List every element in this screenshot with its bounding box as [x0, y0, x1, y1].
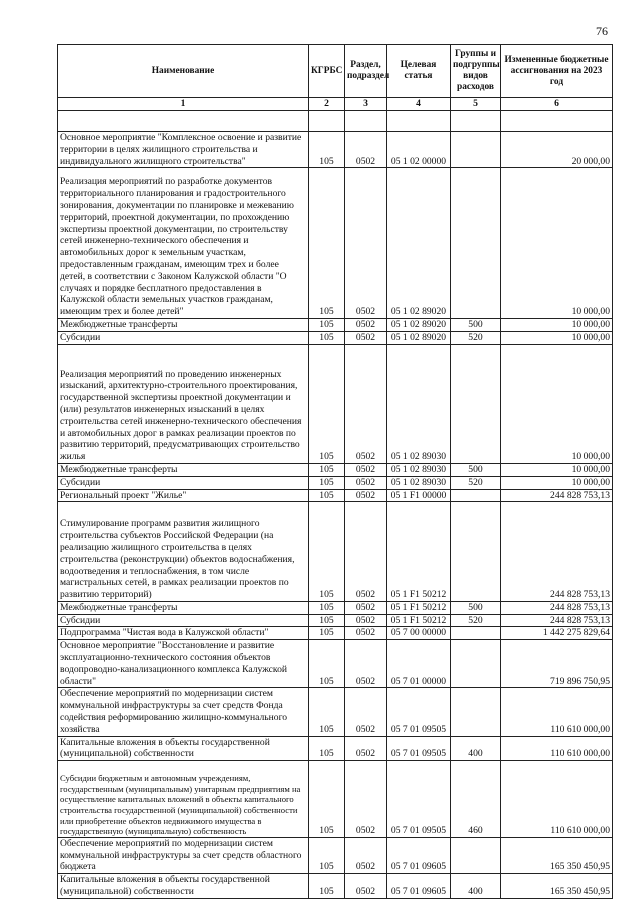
row-group-cell [451, 111, 501, 132]
row-target-cell: 05 1 02 00000 [387, 132, 451, 168]
row-group-cell: 520 [451, 331, 501, 344]
row-amount-cell: 244 828 753,13 [501, 601, 613, 614]
row-target-cell: 05 1 02 89030 [387, 476, 451, 489]
row-amount-cell: 10 000,00 [501, 318, 613, 331]
row-name-cell: Межбюджетные трансферты [58, 318, 309, 331]
row-amount-cell: 10 000,00 [501, 331, 613, 344]
table-row [58, 627, 613, 640]
row-amount-cell: 244 828 753,13 [501, 489, 613, 502]
row-group-cell [451, 640, 501, 688]
row-group-cell [451, 627, 501, 640]
page-number: 76 [596, 24, 608, 38]
row-group-cell: 400 [451, 874, 501, 899]
row-section-cell: 0502 [345, 318, 387, 331]
row-amount-cell: 10 000,00 [501, 168, 613, 319]
row-target-cell: 05 7 01 09505 [387, 688, 451, 736]
table-row [58, 318, 613, 331]
row-kgrbs-cell: 105 [309, 476, 345, 489]
row-kgrbs-cell: 105 [309, 344, 345, 463]
column-number: 4 [387, 98, 451, 111]
row-kgrbs-cell: 105 [309, 601, 345, 614]
header-name: Наименование [58, 45, 309, 98]
column-numbers-row [58, 98, 613, 111]
budget-table [57, 44, 613, 899]
row-group-cell [451, 168, 501, 319]
table-row [58, 331, 613, 344]
row-target-cell: 05 1 F1 00000 [387, 489, 451, 502]
header-amount: Измененные бюджетные ассигнования на 2023 год [501, 45, 613, 98]
row-name-cell: Основное мероприятие "Комплексное освоение и развитие территории в целях жилищного строительства и индивидуального жилищного строительства" [58, 132, 309, 168]
header-section: Раздел, подраздел [345, 45, 387, 98]
row-target-cell: 05 1 02 89020 [387, 331, 451, 344]
row-group-cell [451, 502, 501, 602]
row-kgrbs-cell: 105 [309, 614, 345, 627]
row-kgrbs-cell: 105 [309, 331, 345, 344]
row-amount-cell: 244 828 753,13 [501, 614, 613, 627]
row-group-cell: 500 [451, 463, 501, 476]
table-row [58, 601, 613, 614]
row-kgrbs-cell: 105 [309, 640, 345, 688]
table-row [58, 736, 613, 761]
row-target-cell: 05 7 01 09605 [387, 874, 451, 899]
row-kgrbs-cell: 105 [309, 502, 345, 602]
row-name-cell: Региональный проект "Жилье" [58, 489, 309, 502]
row-name-cell: Субсидии [58, 476, 309, 489]
row-amount-cell: 719 896 750,95 [501, 640, 613, 688]
table-row [58, 761, 613, 838]
row-target-cell: 05 7 00 00000 [387, 627, 451, 640]
row-target-cell: 05 7 01 00000 [387, 640, 451, 688]
row-target-cell: 05 7 01 09505 [387, 736, 451, 761]
row-section-cell: 0502 [345, 627, 387, 640]
row-kgrbs-cell: 105 [309, 874, 345, 899]
row-name-cell: Межбюджетные трансферты [58, 463, 309, 476]
row-section-cell: 0502 [345, 614, 387, 627]
row-amount-cell: 110 610 000,00 [501, 736, 613, 761]
row-section-cell: 0502 [345, 344, 387, 463]
row-section-cell: 0502 [345, 463, 387, 476]
row-name-cell [58, 111, 309, 132]
table-row [58, 874, 613, 899]
row-amount-cell: 10 000,00 [501, 463, 613, 476]
row-name-cell: Межбюджетные трансферты [58, 601, 309, 614]
row-section-cell [345, 111, 387, 132]
row-group-cell: 460 [451, 761, 501, 838]
row-section-cell: 0502 [345, 761, 387, 838]
column-number: 2 [309, 98, 345, 111]
row-target-cell: 05 7 01 09605 [387, 837, 451, 873]
table-row [58, 168, 613, 319]
row-name-cell: Субсидии [58, 614, 309, 627]
row-section-cell: 0502 [345, 640, 387, 688]
row-target-cell: 05 1 F1 50212 [387, 614, 451, 627]
row-section-cell: 0502 [345, 736, 387, 761]
column-number: 5 [451, 98, 501, 111]
column-number: 6 [501, 98, 613, 111]
table-row [58, 688, 613, 736]
row-amount-cell: 1 442 275 829,64 [501, 627, 613, 640]
row-section-cell: 0502 [345, 688, 387, 736]
row-kgrbs-cell: 105 [309, 463, 345, 476]
table-row [58, 489, 613, 502]
row-amount-cell: 110 610 000,00 [501, 761, 613, 838]
row-kgrbs-cell: 105 [309, 168, 345, 319]
row-target-cell [387, 111, 451, 132]
row-group-cell: 520 [451, 614, 501, 627]
row-name-cell: Обеспечение мероприятий по модернизации систем коммунальной инфраструктуры за счет средств областного бюджета [58, 837, 309, 873]
header-row [58, 45, 613, 98]
row-group-cell [451, 837, 501, 873]
row-target-cell: 05 1 02 89020 [387, 168, 451, 319]
table-row [58, 463, 613, 476]
row-kgrbs-cell: 105 [309, 837, 345, 873]
table-row [58, 111, 613, 132]
row-section-cell: 0502 [345, 489, 387, 502]
row-section-cell: 0502 [345, 168, 387, 319]
row-target-cell: 05 1 02 89030 [387, 344, 451, 463]
row-group-cell [451, 489, 501, 502]
row-section-cell: 0502 [345, 874, 387, 899]
table-row [58, 132, 613, 168]
row-kgrbs-cell: 105 [309, 736, 345, 761]
row-name-cell: Стимулирование программ развития жилищного строительства субъектов Российской Федерации (на реализацию жилищного строительства в целях строительства (реконструкции) объектов водоснабжения, водоотведения и теплоснабжения, в том числе магистральных сетей, в рамках реализации проектов по развитию территорий) [58, 502, 309, 602]
table-row [58, 614, 613, 627]
row-amount-cell [501, 111, 613, 132]
row-kgrbs-cell: 105 [309, 489, 345, 502]
row-name-cell: Капитальные вложения в объекты государственной (муниципальной) собственности [58, 736, 309, 761]
row-target-cell: 05 1 02 89030 [387, 463, 451, 476]
row-name-cell: Реализация мероприятий по проведению инженерных изысканий, архитектурно-строительного проектирования, государственной экспертизы проектной документации и (или) результатов инженерных изысканий в целях строительства сетей инженерно-технического обеспечения и автомобильных дорог в рамках реализации проектов по развитию территорий, предусматривающих строительство жилья [58, 344, 309, 463]
header-target: Целевая статья [387, 45, 451, 98]
row-kgrbs-cell: 105 [309, 761, 345, 838]
row-name-cell: Капитальные вложения в объекты государственной (муниципальной) собственности [58, 874, 309, 899]
row-section-cell: 0502 [345, 601, 387, 614]
row-group-cell [451, 344, 501, 463]
table-row [58, 837, 613, 873]
table-row [58, 476, 613, 489]
row-target-cell: 05 1 F1 50212 [387, 502, 451, 602]
row-target-cell: 05 7 01 09505 [387, 761, 451, 838]
row-amount-cell: 20 000,00 [501, 132, 613, 168]
table-row [58, 344, 613, 463]
header-groups: Группы и подгруппы видов расходов [451, 45, 501, 98]
row-kgrbs-cell: 105 [309, 688, 345, 736]
row-amount-cell: 165 350 450,95 [501, 837, 613, 873]
table-row [58, 502, 613, 602]
row-group-cell [451, 688, 501, 736]
row-section-cell: 0502 [345, 476, 387, 489]
row-kgrbs-cell [309, 111, 345, 132]
table-row [58, 640, 613, 688]
row-name-cell: Основное мероприятие "Восстановление и развитие эксплуатационно-технического состояния объектов водопроводно-канализационного комплекса Калужской области" [58, 640, 309, 688]
row-name-cell: Реализация мероприятий по разработке документов территориального планирования и градостроительного зонирования, документации по планировке и межеванию территорий, проектной документации, по прохождению экспертизы проектной документации, по строительству сетей инженерно-технического обеспечения и автомобильных дорог к земельным участкам, предоставленным гражданам, имеющим трех и более детей, в соответствии с Законом Калужской области "О случаях и порядке бесплатного предоставления в Калужской области земельных участков гражданам, имеющим трех и более детей" [58, 168, 309, 319]
row-group-cell: 500 [451, 601, 501, 614]
row-amount-cell: 165 350 450,95 [501, 874, 613, 899]
row-section-cell: 0502 [345, 837, 387, 873]
row-group-cell: 400 [451, 736, 501, 761]
row-amount-cell: 110 610 000,00 [501, 688, 613, 736]
row-target-cell: 05 1 F1 50212 [387, 601, 451, 614]
row-amount-cell: 10 000,00 [501, 344, 613, 463]
row-name-cell: Субсидии [58, 331, 309, 344]
row-target-cell: 05 1 02 89020 [387, 318, 451, 331]
column-number: 1 [58, 98, 309, 111]
row-group-cell: 520 [451, 476, 501, 489]
row-kgrbs-cell: 105 [309, 627, 345, 640]
row-amount-cell: 244 828 753,13 [501, 502, 613, 602]
row-group-cell [451, 132, 501, 168]
row-name-cell: Подпрограмма "Чистая вода в Калужской области" [58, 627, 309, 640]
row-kgrbs-cell: 105 [309, 318, 345, 331]
header-kgrbs: КГРБС [309, 45, 345, 98]
column-number: 3 [345, 98, 387, 111]
row-group-cell: 500 [451, 318, 501, 331]
row-amount-cell: 10 000,00 [501, 476, 613, 489]
row-section-cell: 0502 [345, 331, 387, 344]
row-section-cell: 0502 [345, 502, 387, 602]
row-section-cell: 0502 [345, 132, 387, 168]
row-kgrbs-cell: 105 [309, 132, 345, 168]
row-name-cell: Субсидии бюджетным и автономным учреждениям, государственным (муниципальным) унитарным предприятиям на осуществление капитальных вложений в объекты капитального строительства государственной (муниципальной) собственности или приобретение объектов недвижимого имущества в государственную (муниципальную) собственность [58, 761, 309, 838]
row-name-cell: Обеспечение мероприятий по модернизации систем коммунальной инфраструктуры за счет средств Фонда содействия реформированию жилищно-коммунального хозяйства [58, 688, 309, 736]
